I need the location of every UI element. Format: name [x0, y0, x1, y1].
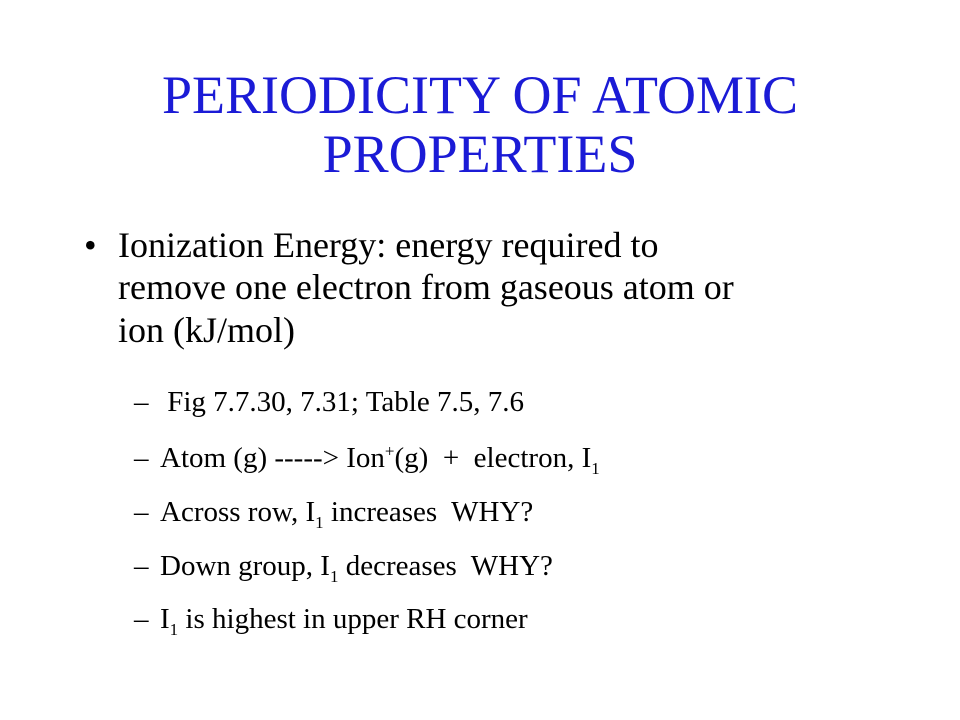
- down-group-subscript: 1: [329, 566, 339, 586]
- sub-item-highest-corner: [134, 603, 528, 639]
- main-bullet-line-1: Ionization Energy: energy required to: [118, 225, 659, 265]
- main-bullet-line-2: remove one electron from gaseous atom or: [118, 267, 734, 308]
- sub-item-down-group: [134, 550, 553, 586]
- highest-corner-text-start: I: [160, 603, 170, 635]
- highest-corner-text-end: is highest in upper RH corner: [178, 603, 528, 635]
- main-bullet-line-3: ion (kJ/mol): [118, 309, 295, 350]
- across-row-subscript: 1: [315, 512, 324, 532]
- sub-item-text: Fig 7.7.30, 7.31; Table 7.5, 7.6: [160, 386, 524, 418]
- across-row-text-end: increases WHY?: [323, 496, 534, 528]
- slide-title: [80, 66, 880, 185]
- equation-text-middle: (g) + electron, I: [394, 442, 592, 474]
- dash-marker: –: [134, 550, 149, 582]
- sub-item-ionization-equation: [134, 441, 600, 478]
- main-bullet: [84, 224, 878, 351]
- equation-superscript: +: [384, 441, 395, 461]
- equation-text-start: Atom (g) -----> Ion: [160, 442, 385, 474]
- dash-marker: –: [134, 496, 149, 528]
- dash-marker: –: [134, 386, 149, 418]
- down-group-text-end: decreases WHY?: [338, 550, 553, 582]
- down-group-text-start: Down group, I: [160, 550, 330, 582]
- dash-marker: –: [134, 442, 149, 474]
- across-row-text-start: Across row, I: [160, 496, 316, 528]
- sub-item-across-row: [134, 496, 534, 532]
- equation-subscript: 1: [591, 458, 600, 478]
- slide-title-line-1: PERIODICITY OF ATOMIC: [161, 65, 799, 125]
- sub-item-figures: [134, 386, 524, 419]
- bullet-marker: •: [84, 225, 97, 265]
- slide-title-line-2: PROPERTIES: [322, 124, 638, 185]
- dash-marker: –: [134, 603, 149, 635]
- highest-corner-subscript: 1: [169, 619, 179, 639]
